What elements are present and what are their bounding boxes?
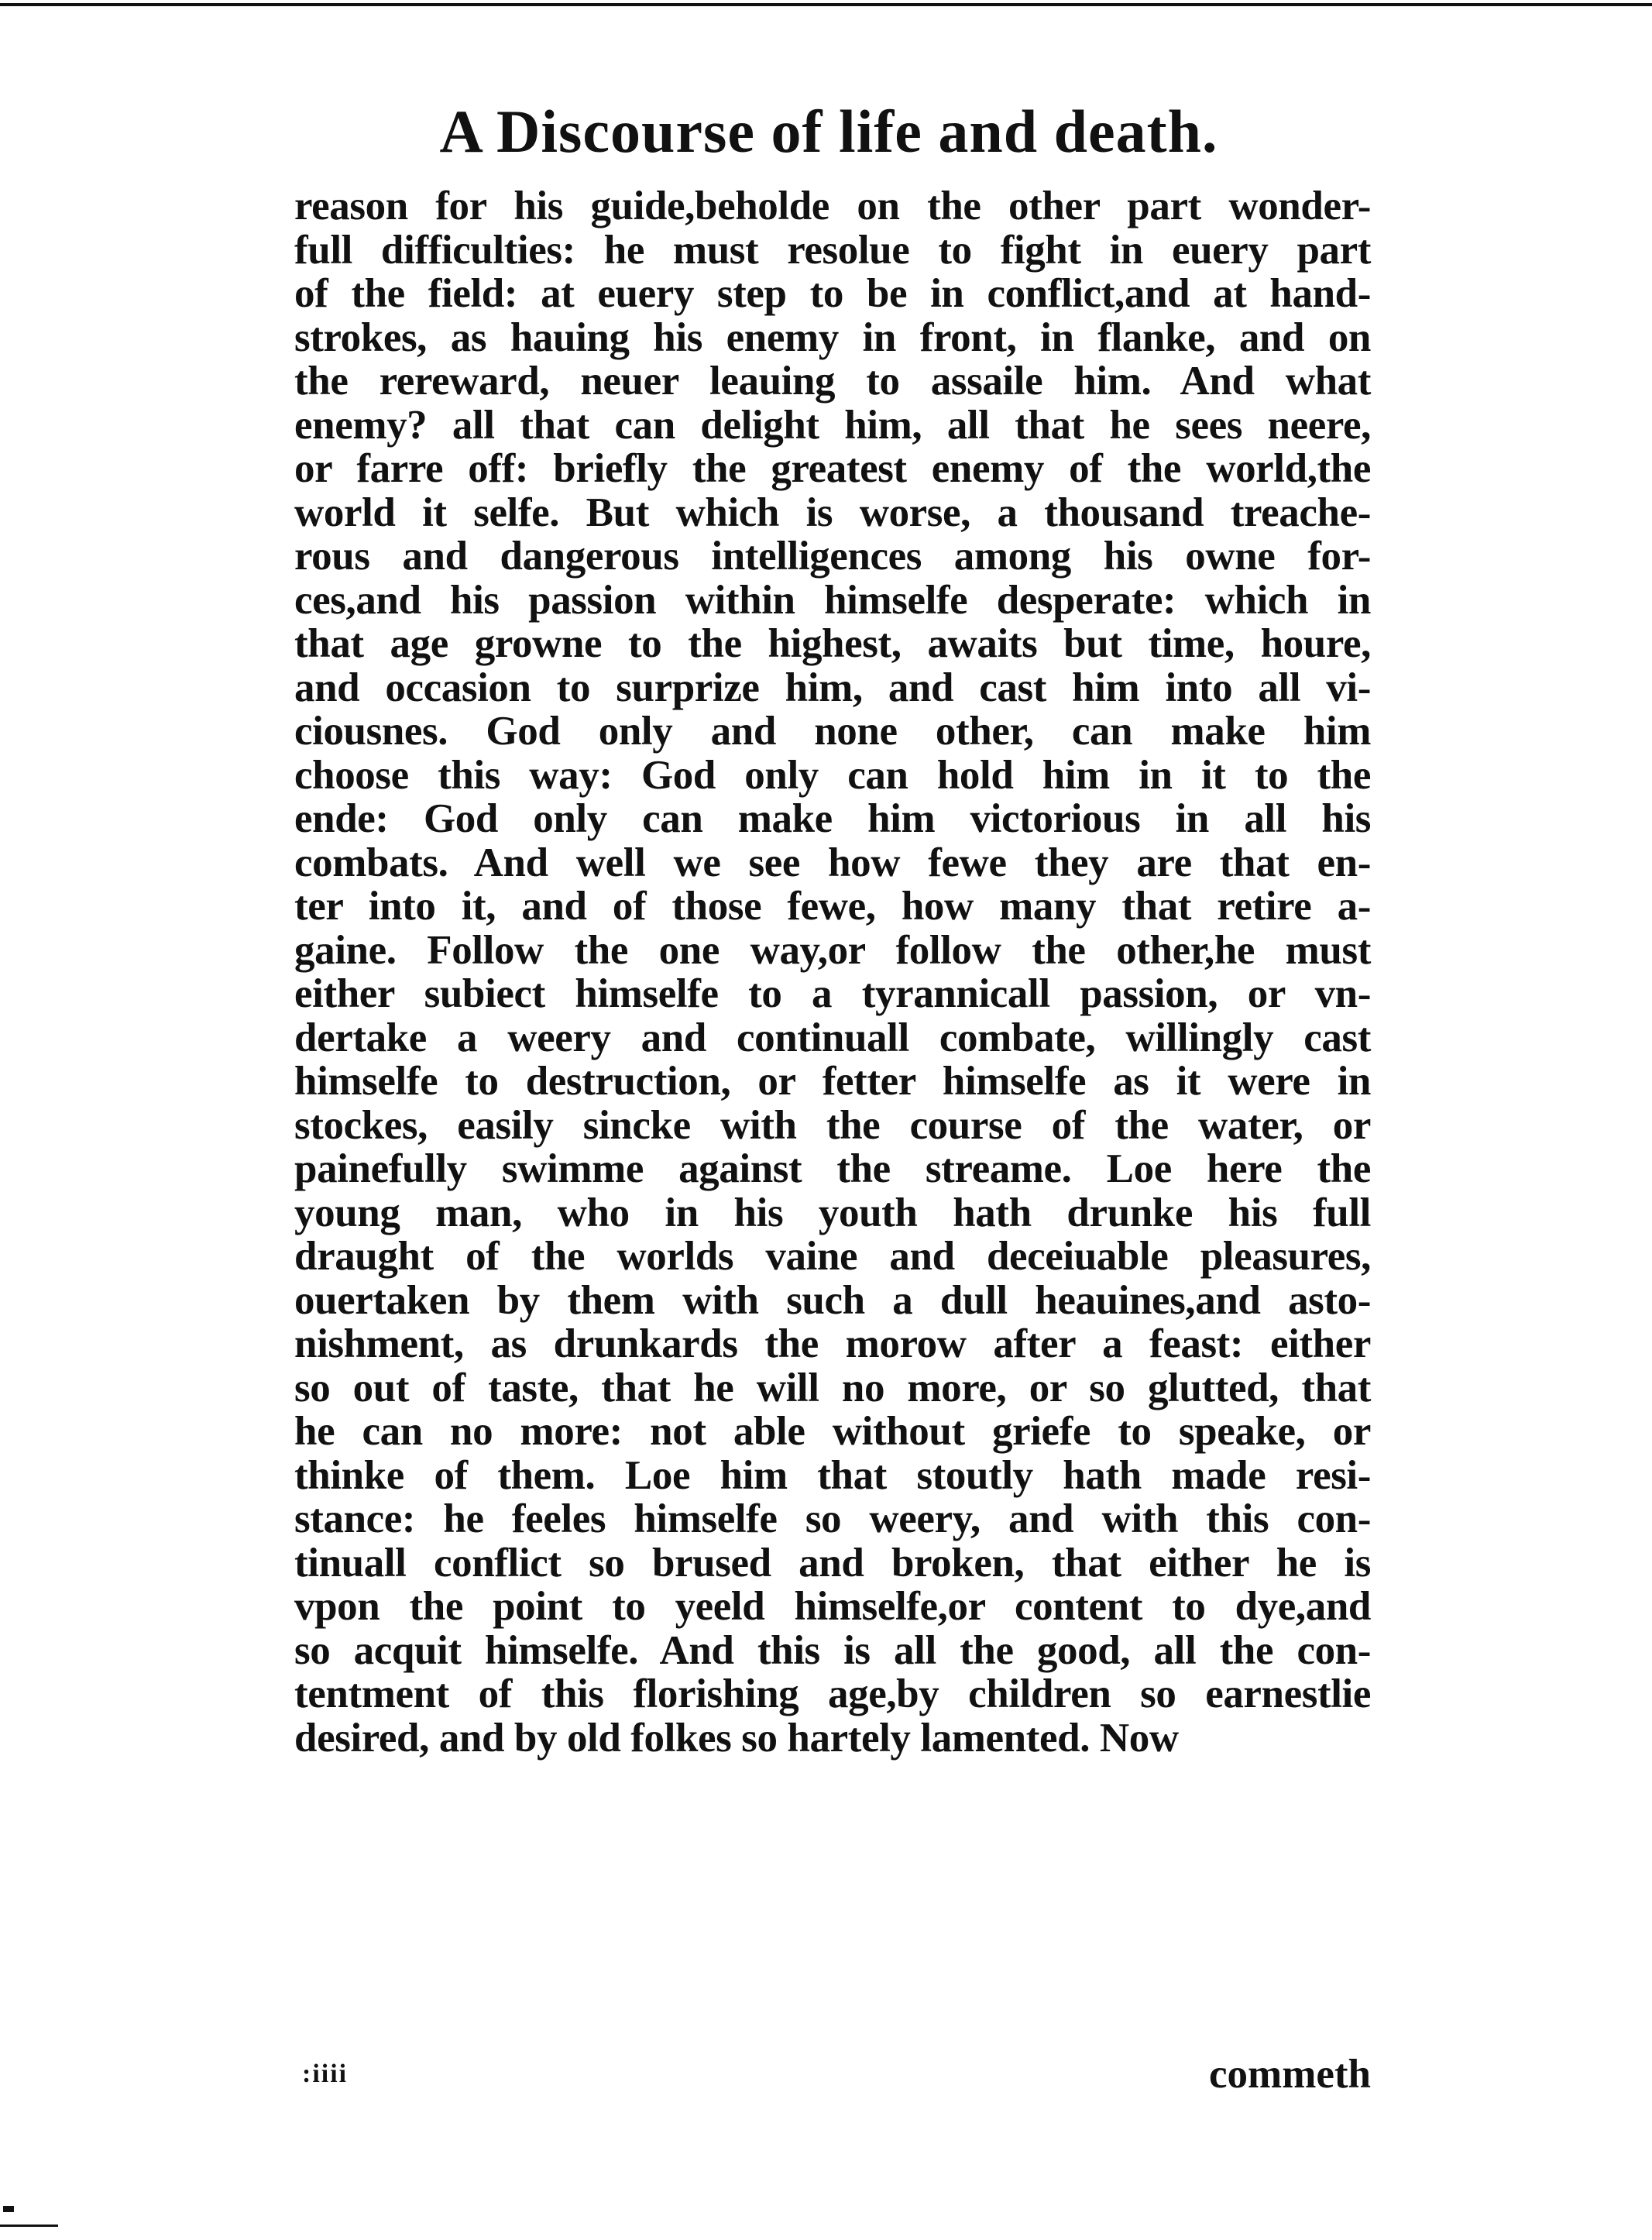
text-line: full difficulties: he must resolue to fight in euery part [294,227,1371,273]
text-line: choose this way: God only can hold him in it to the [294,752,1371,798]
page-footer [302,2051,1371,2097]
text-line: or farre off: briefly the greatest enemy of the world,the [294,446,1371,491]
text-line: himselfe to destruction, or fetter himselfe as it were in [294,1059,1371,1104]
text-line: he can no more: not able without griefe to speake, or [294,1409,1371,1454]
text-line: ouertaken by them with such a dull heauines,and asto- [294,1277,1371,1323]
bottom-scan-edge-mark [0,2225,58,2227]
text-line: of the field: at euery step to be in conflict,and at hand- [294,271,1371,316]
text-line: combats. And well we see how fewe they are that en- [294,840,1371,885]
text-line: stockes, easily sincke with the course of the water, or [294,1102,1371,1148]
text-line: ces,and his passion within himselfe desperate: which in [294,577,1371,623]
text-line: strokes, as hauing his enemy in front, in flanke, and on [294,314,1371,360]
text-line: stance: he feeles himselfe so weery, and with this con- [294,1496,1371,1541]
text-line: that age growne to the highest, awaits but time, houre, [294,621,1371,666]
text-line: so out of taste, that he will no more, or so glutted, that [294,1365,1371,1410]
text-line: so acquit himselfe. And this is all the good, all the con- [294,1627,1371,1673]
top-page-edge-rule [0,3,1652,6]
text-line: ter into it, and of those fewe, how many that retire a- [294,884,1371,929]
text-line: nishment, as drunkards the morow after a feast: either [294,1321,1371,1366]
book-page [279,93,1379,2097]
signature-mark: :iiii [302,2060,349,2088]
text-line: world it selfe. But which is worse, a thousand treache- [294,490,1371,535]
catchword: commeth [1209,2052,1371,2097]
text-line: gaine. Follow the one way,or follow the other,he must [294,927,1371,973]
text-line: painefully swimme against the streame. Loe here the [294,1146,1371,1191]
running-title: A Discourse of life and death. [439,98,1218,165]
text-line: tinuall conflict so brused and broken, that either he is [294,1540,1371,1586]
text-line: vpon the point to yeeld himselfe,or content to dye,and [294,1584,1371,1629]
text-line: rous and dangerous intelligences among his owne for- [294,534,1371,579]
text-line: dertake a weery and continuall combate, willingly cast [294,1015,1371,1060]
text-line: enemy? all that can delight him, all that he sees neere, [294,402,1371,448]
text-line: tentment of this florishing age,by children so earnestlie [294,1671,1371,1716]
text-line: ciousnes. God only and none other, can make him [294,709,1371,754]
body-text [294,184,1371,1760]
text-line: the rereward, neuer leauing to assaile him. And what [294,359,1371,404]
text-line: either subiect himselfe to a tyrannicall passion, or vn- [294,971,1371,1016]
text-line: draught of the worlds vaine and deceiuable pleasures, [294,1234,1371,1279]
text-line: young man, who in his youth hath drunke his full [294,1190,1371,1235]
text-line: reason for his guide,beholde on the other part wonder- [294,184,1371,228]
text-line: and occasion to surprize him, and cast him into all vi- [294,665,1371,710]
text-line: thinke of them. Loe him that stoutly hath made resi- [294,1452,1371,1498]
text-line: ende: God only can make him victorious in all his [294,796,1371,841]
scan-speck [3,2206,14,2212]
text-line: desired, and by old folkes so hartely lamented. Now [294,1715,1179,1761]
